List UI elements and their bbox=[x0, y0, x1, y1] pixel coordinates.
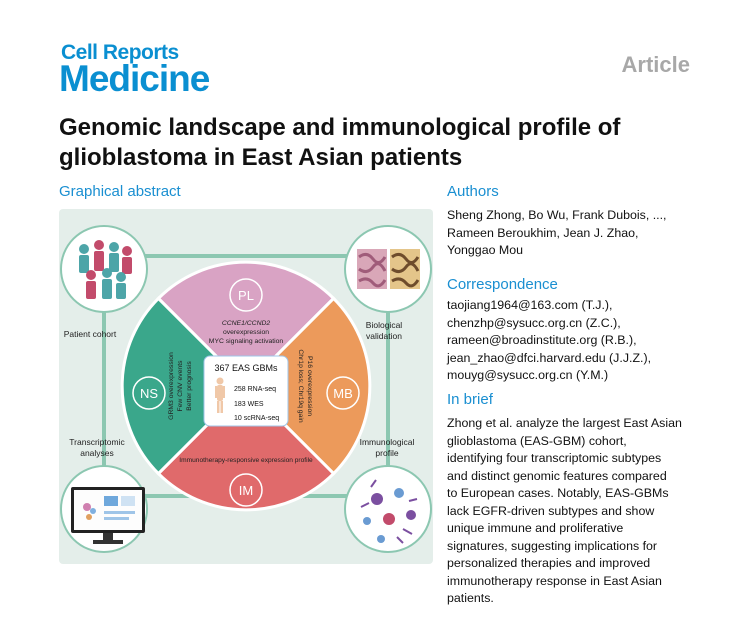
ns-desc-line2: Few CNV events bbox=[177, 360, 184, 412]
in-brief-line: lack EGFR-driven subtypes and show bbox=[447, 503, 655, 518]
in-brief-line: identifying four transcriptomic subtypes bbox=[447, 451, 662, 465]
in-brief-line: to European cases. Notably, EAS-GBMs bbox=[447, 486, 669, 500]
journal-brand-top: Cell Reports bbox=[61, 41, 179, 64]
label-patient-cohort: Patient cohort bbox=[63, 329, 117, 339]
im-desc-line1: Immunotherapy-responsive expression profile bbox=[179, 457, 313, 464]
pl-desc-line3: MYC signaling activation bbox=[208, 338, 284, 345]
cohort-rnaseq: 258 RNA-seq bbox=[234, 386, 277, 393]
badge-ns-label: NS bbox=[139, 386, 159, 401]
in-brief-line: glioblastoma (EAS-GBM) cohort, bbox=[447, 433, 627, 448]
cohort-summary-title: 367 EAS GBMs bbox=[214, 363, 278, 373]
email-link[interactable]: taojiang1964@163.com (T.J.), bbox=[447, 298, 613, 312]
journal-brand-main: Medicine bbox=[59, 58, 210, 99]
in-brief-text bbox=[447, 415, 682, 608]
graphical-abstract-heading: Graphical abstract bbox=[59, 183, 181, 200]
immunological-circle bbox=[345, 466, 431, 552]
email-link[interactable]: jean_zhao@dfci.harvard.edu (J.J.Z.), bbox=[447, 350, 652, 365]
email-link[interactable]: mouyg@sysucc.org.cn (Y.M.) bbox=[447, 368, 609, 382]
article-type-label: Article bbox=[621, 52, 690, 77]
email-link[interactable]: rameen@broadinstitute.org (R.B.), bbox=[447, 333, 637, 347]
in-brief-heading: In brief bbox=[447, 391, 493, 408]
in-brief-line: Zhong et al. analyze the largest East Asian bbox=[447, 416, 682, 430]
correspondence-heading: Correspondence bbox=[447, 276, 558, 293]
label-transcriptomic-line1: Transcriptomic bbox=[69, 437, 125, 447]
badge-im-label: IM bbox=[238, 483, 254, 498]
cohort-wes: 183 WES bbox=[234, 401, 264, 408]
badge-mb-label: MB bbox=[333, 386, 353, 401]
email-link[interactable]: chenzhp@sysucc.org.cn (Z.C.), bbox=[447, 315, 621, 330]
pl-desc-line1: CCNE1/CCND2 bbox=[221, 320, 271, 327]
graphical-abstract-figure bbox=[59, 209, 433, 564]
label-transcriptomic-line2: analyses bbox=[80, 448, 114, 458]
in-brief-line: signatures, suggesting implications for bbox=[447, 538, 658, 553]
mb-desc-line2: Chr1p loss; Chr19q gain bbox=[297, 349, 304, 423]
in-brief-line: immunotherapy response in East Asian bbox=[447, 573, 662, 588]
in-brief-line: patients. bbox=[447, 591, 494, 605]
ns-desc-line1: GRM3 overexpression bbox=[168, 352, 175, 420]
label-immunological-line2: profile bbox=[375, 448, 399, 458]
label-biological-line1: Biological bbox=[365, 320, 403, 330]
graphical-abstract-panel bbox=[59, 209, 433, 564]
authors-line: Sheng Zhong, Bo Wu, Frank Dubois, ..., bbox=[447, 208, 667, 222]
pl-desc-line2: overexpression bbox=[222, 329, 270, 336]
authors-heading: Authors bbox=[447, 183, 499, 200]
mb-desc-line1: P16 overexpression bbox=[306, 355, 313, 417]
paper-title: Genomic landscape and immunological profile of glioblastoma in East Asian patients bbox=[59, 114, 621, 171]
authors-line: Yonggao Mou bbox=[447, 243, 524, 257]
in-brief-line: unique immune and proliferative bbox=[447, 521, 624, 535]
badge-pl-label: PL bbox=[238, 288, 254, 303]
label-immunological-line1: Immunological bbox=[359, 437, 415, 447]
ns-desc-line3: Better prognosis bbox=[186, 361, 193, 411]
in-brief-line: and distinct genomic features compared bbox=[447, 468, 667, 483]
in-brief-line: personalized therapies and improved bbox=[447, 556, 651, 570]
cohort-scrnaseq: 10 scRNA-seq bbox=[234, 415, 280, 422]
label-biological-line2: validation bbox=[366, 331, 402, 341]
correspondence-list bbox=[447, 297, 651, 385]
authors-list bbox=[447, 207, 666, 260]
authors-line: Rameen Beroukhim, Jean J. Zhao, bbox=[447, 225, 639, 240]
